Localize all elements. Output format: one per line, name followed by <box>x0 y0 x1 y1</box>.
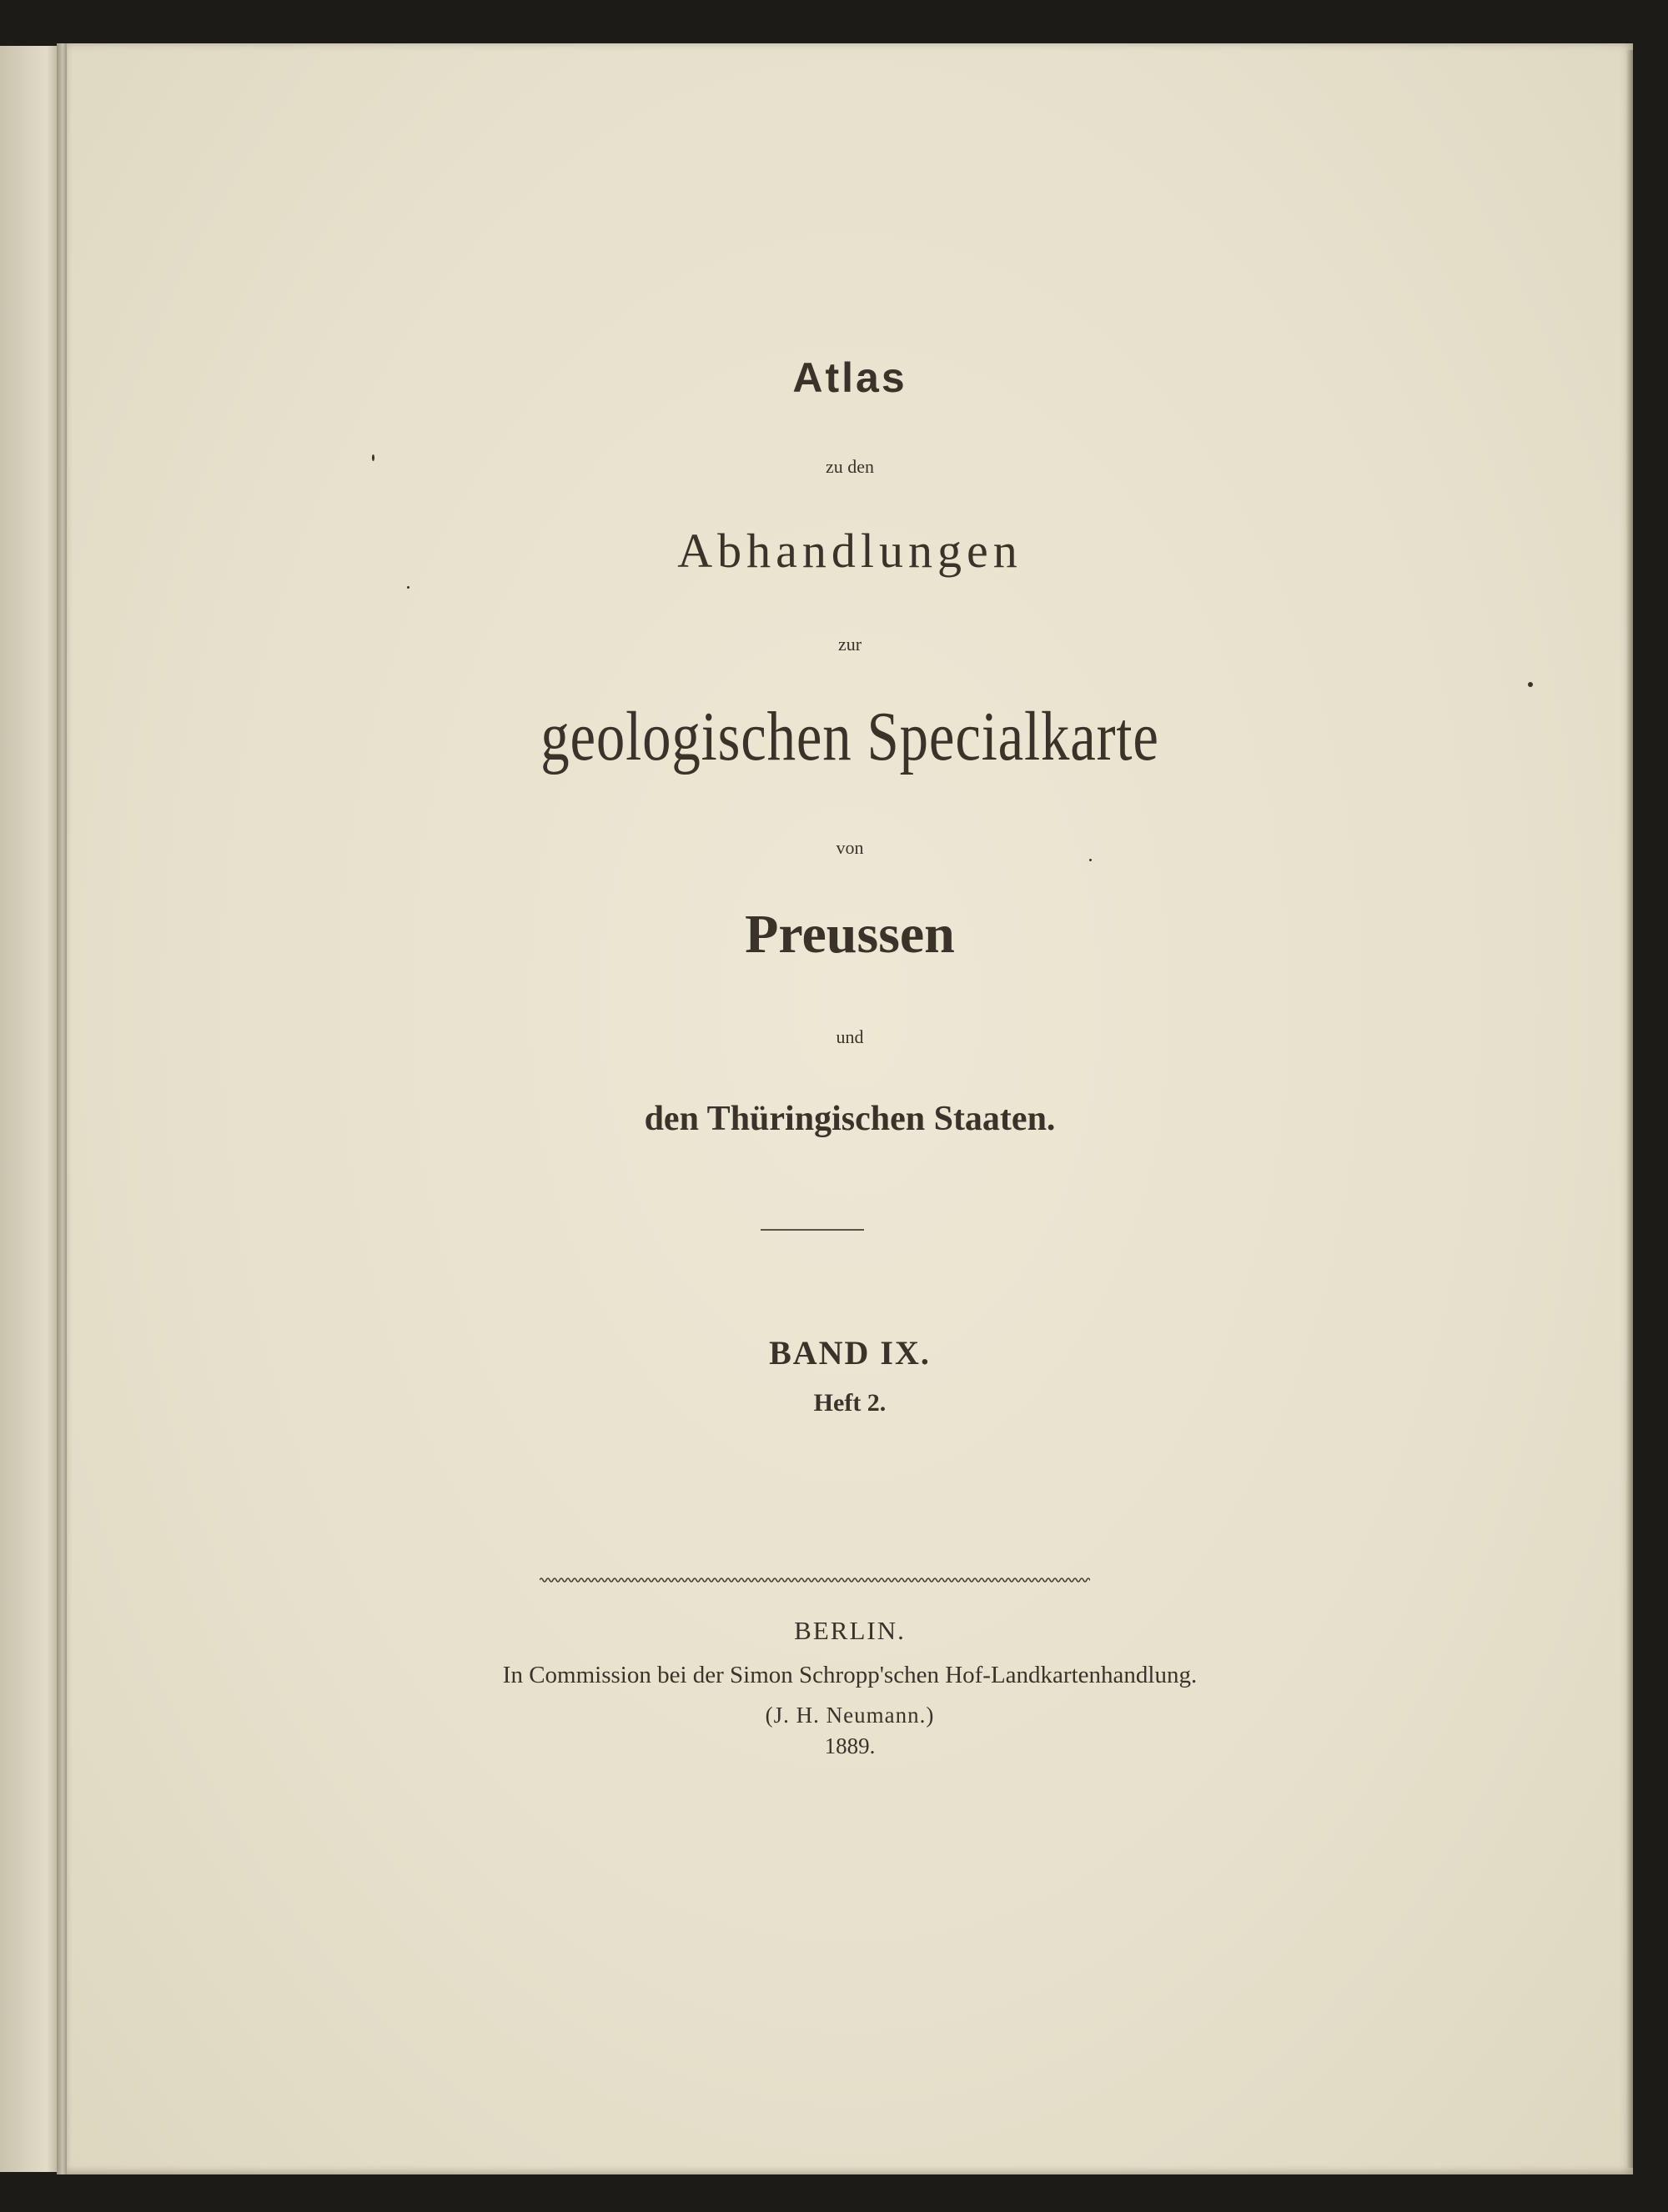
left-page-edge <box>0 46 58 2172</box>
paper-speck <box>372 454 374 461</box>
thueringen-heading: den Thüringischen Staaten. <box>644 1100 1056 1138</box>
divider-rule <box>761 1229 864 1231</box>
preussen-heading: Preussen <box>745 904 955 965</box>
imprint-year: 1889. <box>824 1733 876 1758</box>
heft-label: Heft 2. <box>813 1389 887 1417</box>
imprint-commission: In Commission bei der Simon Schropp'schen Hof-Landkartenhandlung. <box>502 1662 1198 1688</box>
paper-speck <box>407 586 409 589</box>
abhandlungen-heading: Abhandlungen <box>677 524 1022 578</box>
imprint-publisher: (J. H. Neumann.) <box>765 1703 935 1728</box>
paper-speck <box>1089 859 1092 861</box>
atlas-heading: Atlas <box>792 354 907 401</box>
connector-zur: zur <box>837 634 862 655</box>
imprint-city: BERLIN. <box>794 1616 906 1645</box>
wavy-divider <box>540 1574 1090 1586</box>
connector-und: und <box>836 1026 864 1047</box>
geologischen-specialkarte-heading: geologischen Specialkarte <box>540 698 1159 775</box>
band-label: BAND IX. <box>769 1334 931 1372</box>
connector-von: von <box>836 837 864 858</box>
paper-speck <box>1528 682 1533 687</box>
connector-zu-den: zu den <box>825 456 875 477</box>
